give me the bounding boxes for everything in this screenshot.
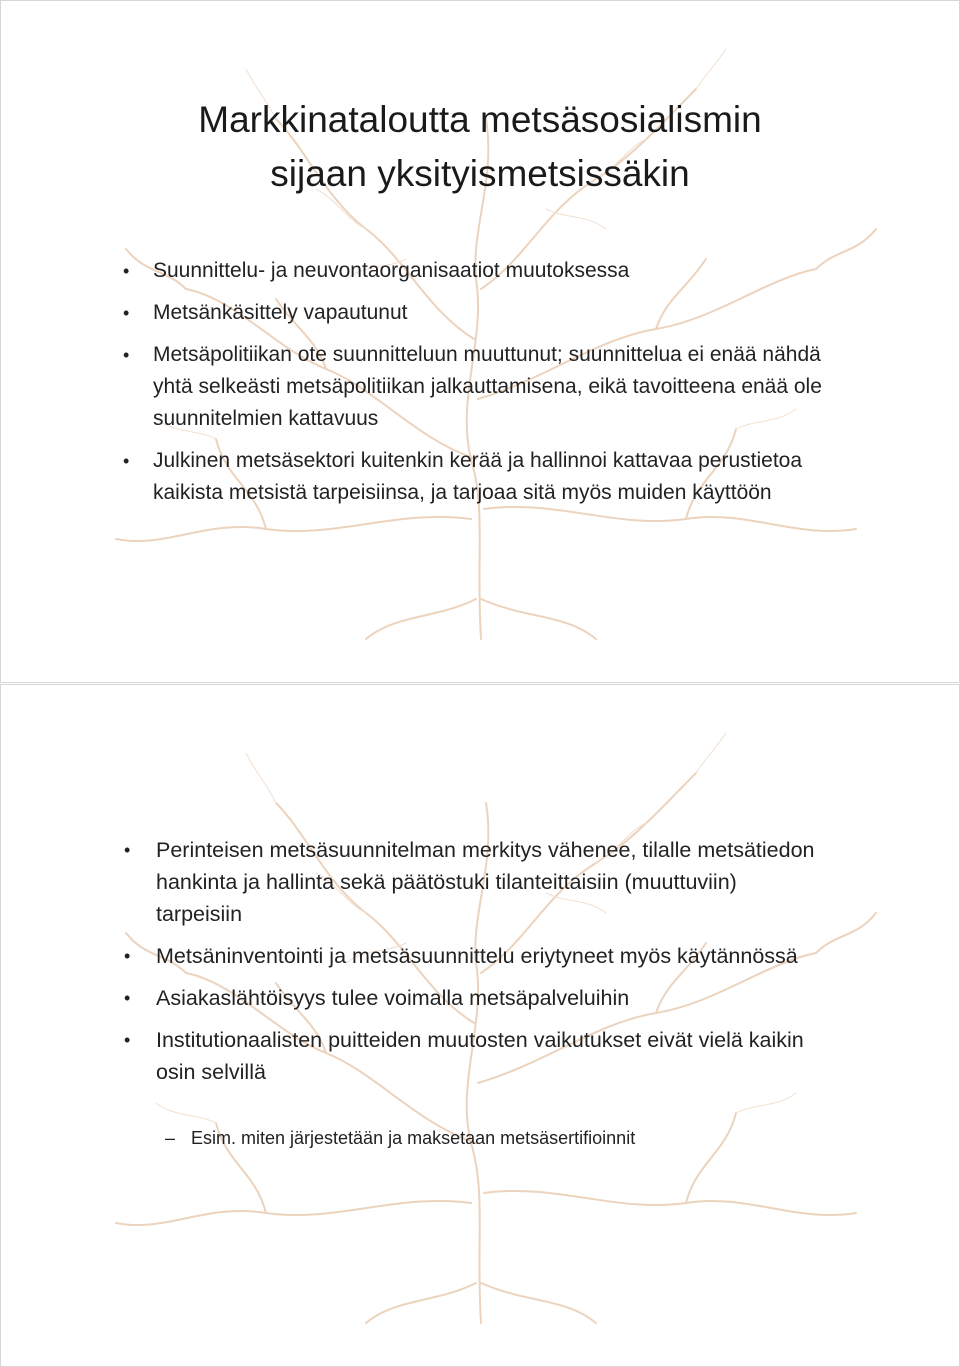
list-item — [124, 834, 824, 930]
list-item — [123, 297, 823, 329]
list-item — [123, 445, 823, 509]
list-item — [124, 940, 824, 972]
slide-title — [81, 93, 879, 201]
bullet-icon: • — [124, 840, 131, 860]
bullet-icon: • — [124, 1030, 131, 1050]
bullet-icon: • — [123, 451, 130, 471]
list-item — [124, 982, 824, 1014]
slide-1 — [0, 0, 960, 683]
bullet-text: Perinteisen metsäsuunnitelman merkitys vähenee, tilalle metsätiedon hankinta ja hallinta sekä päätöstuki tilanteittaisiin (muuttuviin) tarpeisiin — [156, 838, 815, 926]
bullet-text: Institutionaalisten puitteiden muutosten vaikutukset eivät vielä kaikin osin selvillä — [156, 1028, 804, 1084]
bullet-icon: • — [124, 988, 131, 1008]
bullet-icon: • — [123, 345, 130, 365]
title-line-1: Markkinataloutta metsäsosialismin — [198, 99, 762, 140]
bullet-list — [123, 255, 823, 519]
bullet-text: Julkinen metsäsektori kuitenkin kerää ja hallinnoi kattavaa perustietoa kaikista metsistä tarpeisiinsa, ja tarjoaa sitä myös muiden käyttöön — [153, 449, 803, 504]
sub-bullet — [165, 1125, 635, 1151]
bullet-list-slide-2 — [124, 834, 824, 1098]
bullet-text: Metsäpolitiikan ote suunnitteluun muuttunut; suunnittelua ei enää nähdä yhtä selkeästi metsäpolitiikan jalkauttamisena, eikä tavoitteena enää ole suunnitelmien kattavuus — [153, 343, 822, 430]
bullet-icon: • — [123, 303, 130, 323]
bullet-text: Metsänkäsittely vapautunut — [153, 301, 408, 324]
bullet-text: Metsäninventointi ja metsäsuunnittelu eriytyneet myös käytännössä — [156, 944, 798, 968]
bullet-icon: • — [123, 261, 130, 281]
dash-icon: – — [165, 1128, 176, 1148]
sub-bullet-text: Esim. miten järjestetään ja maksetaan metsäsertifioinnit — [191, 1128, 636, 1148]
bullet-icon: • — [124, 946, 131, 966]
title-line-2: sijaan yksityismetsissäkin — [270, 153, 690, 194]
bullet-text: Suunnittelu- ja neuvontaorganisaatiot muutoksessa — [153, 259, 630, 282]
list-item — [123, 255, 823, 287]
list-item — [124, 1024, 824, 1088]
bullet-text: Asiakaslähtöisyys tulee voimalla metsäpalveluihin — [156, 986, 630, 1010]
list-item — [123, 339, 823, 435]
